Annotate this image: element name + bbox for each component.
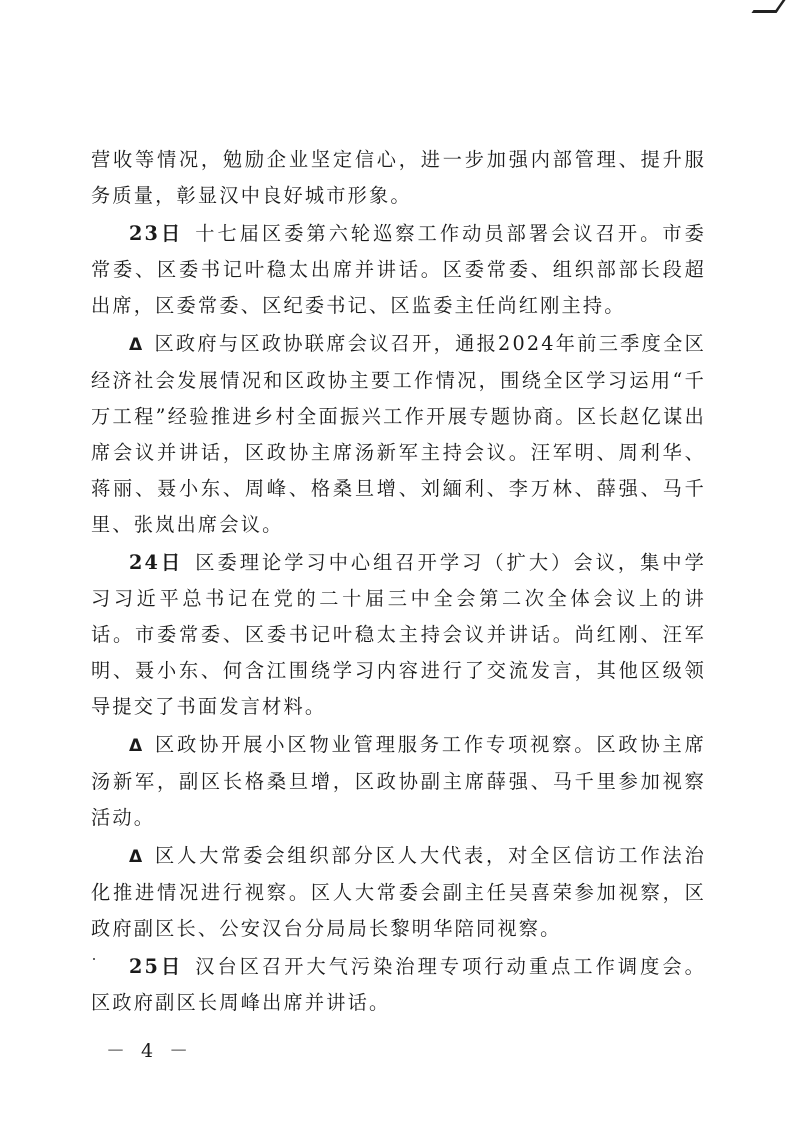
paragraph-7 [91, 949, 706, 1021]
paragraph-text: 区委理论学习中心组召开学习（扩大）会议，集中学习习近平总书记在党的二十届三中全会第二次全体会议上的讲话。市委常委、区委书记叶稳太主持会议并讲话。尚红刚、汪军明、聂小东、何含江围绕学习内容进行了交流发言，其他区级领导提交了书面发言材料。 [91, 551, 706, 718]
paragraph-text: 汉台区召开大气污染治理专项行动重点工作调度会。区政府副区长周峰出席并讲话。 [91, 955, 706, 1014]
date-label: 23日 [129, 222, 184, 245]
paragraph-text: 区人大常委会组织部分区人大代表，对全区信访工作法治化推进情况进行视察。区人大常委会副主任吴喜荣参加视察，区政府副区长、公安汉台分局局长黎明华陪同视察。 [91, 844, 706, 940]
paragraph-text: 营收等情况，勉励企业坚定信心，进一步加强内部管理、提升服务质量，彰显汉中良好城市形象。 [91, 148, 706, 207]
delta-bullet-icon: Δ [129, 736, 145, 756]
paragraph-5 [91, 727, 706, 836]
delta-bullet-icon: Δ [129, 847, 145, 867]
paragraph-text: 十七届区委第六轮巡察工作动员部署会议召开。市委常委、区委书记叶稳太出席并讲话。区委常委、组织部部长段超出席，区委常委、区纪委书记、区监委主任尚红刚主持。 [91, 222, 706, 317]
document-body [91, 142, 706, 1021]
paragraph-text: 区政协开展小区物业管理服务工作专项视察。区政协主席汤新军，副区长格桑旦增，区政协副主席薛强、马千里参加视察活动。 [91, 733, 706, 829]
delta-bullet-icon: Δ [129, 335, 145, 355]
paragraph-2 [91, 216, 706, 324]
paragraph-6 [91, 838, 706, 947]
paragraph-1 [91, 142, 706, 214]
paragraph-text: 区政府与区政协联席会议召开，通报2024年前三季度全区经济社会发展情况和区政协主要工作情况，围绕全区学习运用“千万工程”经验推进乡村全面振兴工作开展专题协商。区长赵亿谋出席会议并讲话，区政协主席汤新军主持会议。汪军明、周利华、蒋丽、聂小东、周峰、格桑旦增、刘緬利、李万林、薛强、马千里、张岚出席会议。 [91, 332, 706, 536]
paragraph-3 [91, 326, 706, 543]
date-label: 24日 [129, 551, 184, 574]
page-number: － 4 － [106, 1040, 194, 1062]
date-label: 25日 [129, 955, 184, 978]
scan-speck [93, 958, 95, 960]
paragraph-4 [91, 545, 706, 725]
corner-fold-mark [751, 0, 785, 13]
